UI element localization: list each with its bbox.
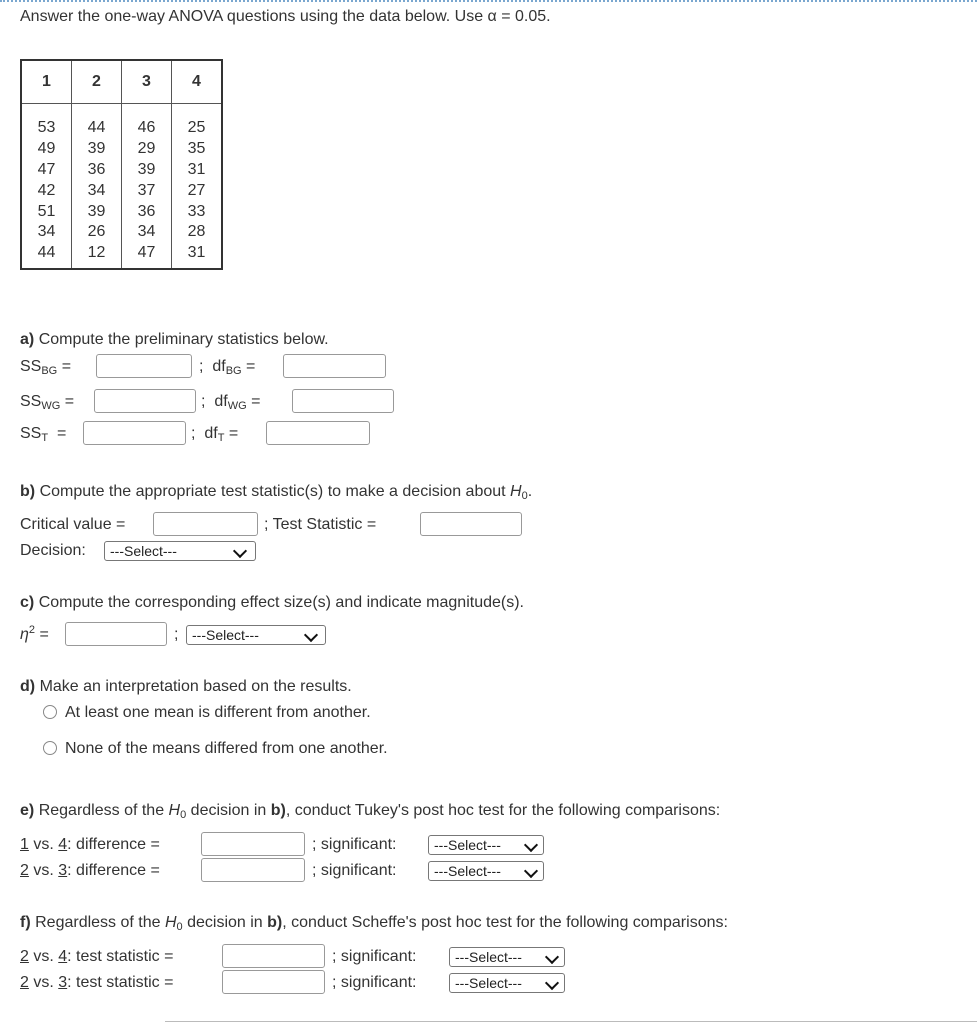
table-cell: 51 [21, 201, 72, 222]
table-cell: 36 [72, 160, 122, 181]
ss-bg-input[interactable] [96, 354, 192, 378]
chevron-down-icon [524, 864, 538, 878]
chevron-down-icon [304, 628, 318, 642]
scheffe-row-1-sig-label: ; significant: [332, 948, 417, 965]
table-header-4: 4 [172, 60, 223, 104]
decision-select[interactable]: ---Select--- [104, 541, 256, 561]
critical-value-label: Critical value = [20, 516, 126, 533]
part-f-heading: f) Regardless of the $H_0$ decision in b), conduct Scheffe's post hoc test for the following comparisons: [20, 914, 728, 933]
df-wg-label: ; $df_{WG}$ = [201, 393, 261, 412]
table-cell: 31 [172, 243, 223, 264]
tukey-1-vs-4-select[interactable]: ---Select--- [428, 835, 544, 855]
table-cell: 35 [172, 139, 223, 160]
table-cell: 31 [172, 160, 223, 181]
tukey-1-vs-4-input[interactable] [201, 832, 305, 856]
table-cell: 25 [172, 118, 223, 139]
data-table [20, 59, 223, 270]
table-cell: 39 [122, 160, 172, 181]
table-cell: 42 [21, 180, 72, 201]
bottom-divider [165, 1021, 977, 1022]
table-cell: 12 [72, 243, 122, 264]
ss-t-input[interactable] [83, 421, 186, 445]
tukey-2-vs-3-select[interactable]: ---Select--- [428, 861, 544, 881]
table-row [21, 139, 222, 160]
part-c-heading: c) Compute the corresponding effect size(s) and indicate magnitude(s). [20, 594, 524, 611]
table-cell: 47 [122, 243, 172, 264]
table-row [21, 201, 222, 222]
tukey-row-2-sig-label: ; significant: [312, 862, 397, 879]
df-t-label: ; $df_T$ = [191, 425, 239, 444]
chevron-down-icon [233, 544, 247, 558]
part-d-heading: d) Make an interpretation based on the results. [20, 678, 352, 695]
table-cell: 39 [72, 139, 122, 160]
top-dotted-border [0, 0, 977, 2]
table-cell: 34 [72, 180, 122, 201]
ss-wg-label: $SS_{WG}$ = [20, 393, 75, 412]
tukey-2-vs-3-input[interactable] [201, 858, 305, 882]
table-row [21, 180, 222, 201]
table-cell: 37 [122, 180, 172, 201]
df-bg-input[interactable] [283, 354, 386, 378]
eta-squared-input[interactable] [65, 622, 167, 646]
part-a-heading: a) Compute the preliminary statistics below. [20, 331, 329, 348]
test-statistic-input[interactable] [420, 512, 522, 536]
table-cell: 46 [122, 118, 172, 139]
part-e-heading: e) Regardless of the $H_0$ decision in b), conduct Tukey's post hoc test for the following comparisons: [20, 802, 721, 821]
df-t-input[interactable] [266, 421, 370, 445]
table-cell: 36 [122, 201, 172, 222]
df-wg-input[interactable] [292, 389, 394, 413]
table-header-1: 1 [21, 60, 72, 104]
chevron-down-icon [545, 976, 559, 990]
ss-bg-label: $SS_{BG}$ = [20, 358, 72, 377]
table-row [21, 160, 222, 181]
radio-option-1[interactable] [43, 705, 57, 719]
table-cell: 33 [172, 201, 223, 222]
table-cell: 39 [72, 201, 122, 222]
table-cell: 27 [172, 180, 223, 201]
scheffe-2-vs-3-select[interactable]: ---Select--- [449, 973, 565, 993]
instructions: Answer the one-way ANOVA questions using the data below. Use α = 0.05. [20, 8, 551, 25]
decision-label: Decision: [20, 542, 86, 559]
test-statistic-label: ; Test Statistic = [264, 516, 377, 533]
scheffe-row-2-sig-label: ; significant: [332, 974, 417, 991]
table-cell: 47 [21, 160, 72, 181]
chevron-down-icon [524, 838, 538, 852]
chevron-down-icon [545, 950, 559, 964]
table-header-3: 3 [122, 60, 172, 104]
scheffe-row-2-label: 2 vs. 3: test statistic = [20, 974, 174, 991]
option-1-label: At least one mean is different from another. [65, 704, 371, 721]
table-cell: 44 [72, 118, 122, 139]
table-row [21, 243, 222, 264]
table-row [21, 222, 222, 243]
table-header-2: 2 [72, 60, 122, 104]
table-row [21, 118, 222, 139]
ss-t-label: $SS_T$ = [20, 425, 67, 444]
table-cell: 29 [122, 139, 172, 160]
option-2-label: None of the means differed from one another. [65, 740, 388, 757]
eta-squared-label: $\eta^2$ = [20, 624, 49, 643]
scheffe-2-vs-4-input[interactable] [222, 944, 325, 968]
table-cell: 28 [172, 222, 223, 243]
scheffe-2-vs-4-select[interactable]: ---Select--- [449, 947, 565, 967]
critical-value-input[interactable] [153, 512, 258, 536]
tukey-row-1-label: 1 vs. 4: difference = [20, 836, 160, 853]
table-cell: 34 [122, 222, 172, 243]
table-cell: 34 [21, 222, 72, 243]
scheffe-2-vs-3-input[interactable] [222, 970, 325, 994]
table-cell: 26 [72, 222, 122, 243]
effect-size-magnitude-select[interactable]: ---Select--- [186, 625, 326, 645]
scheffe-row-1-label: 2 vs. 4: test statistic = [20, 948, 174, 965]
eta-semicolon: ; [174, 626, 179, 643]
radio-option-2[interactable] [43, 741, 57, 755]
df-bg-label: ; $df_{BG}$ = [199, 358, 256, 377]
table-cell: 49 [21, 139, 72, 160]
table-cell: 53 [21, 118, 72, 139]
part-b-heading: b) Compute the appropriate test statistic(s) to make a decision about $H_0$. [20, 483, 533, 502]
tukey-row-2-label: 2 vs. 3: difference = [20, 862, 160, 879]
tukey-row-1-sig-label: ; significant: [312, 836, 397, 853]
ss-wg-input[interactable] [94, 389, 196, 413]
table-cell: 44 [21, 243, 72, 264]
